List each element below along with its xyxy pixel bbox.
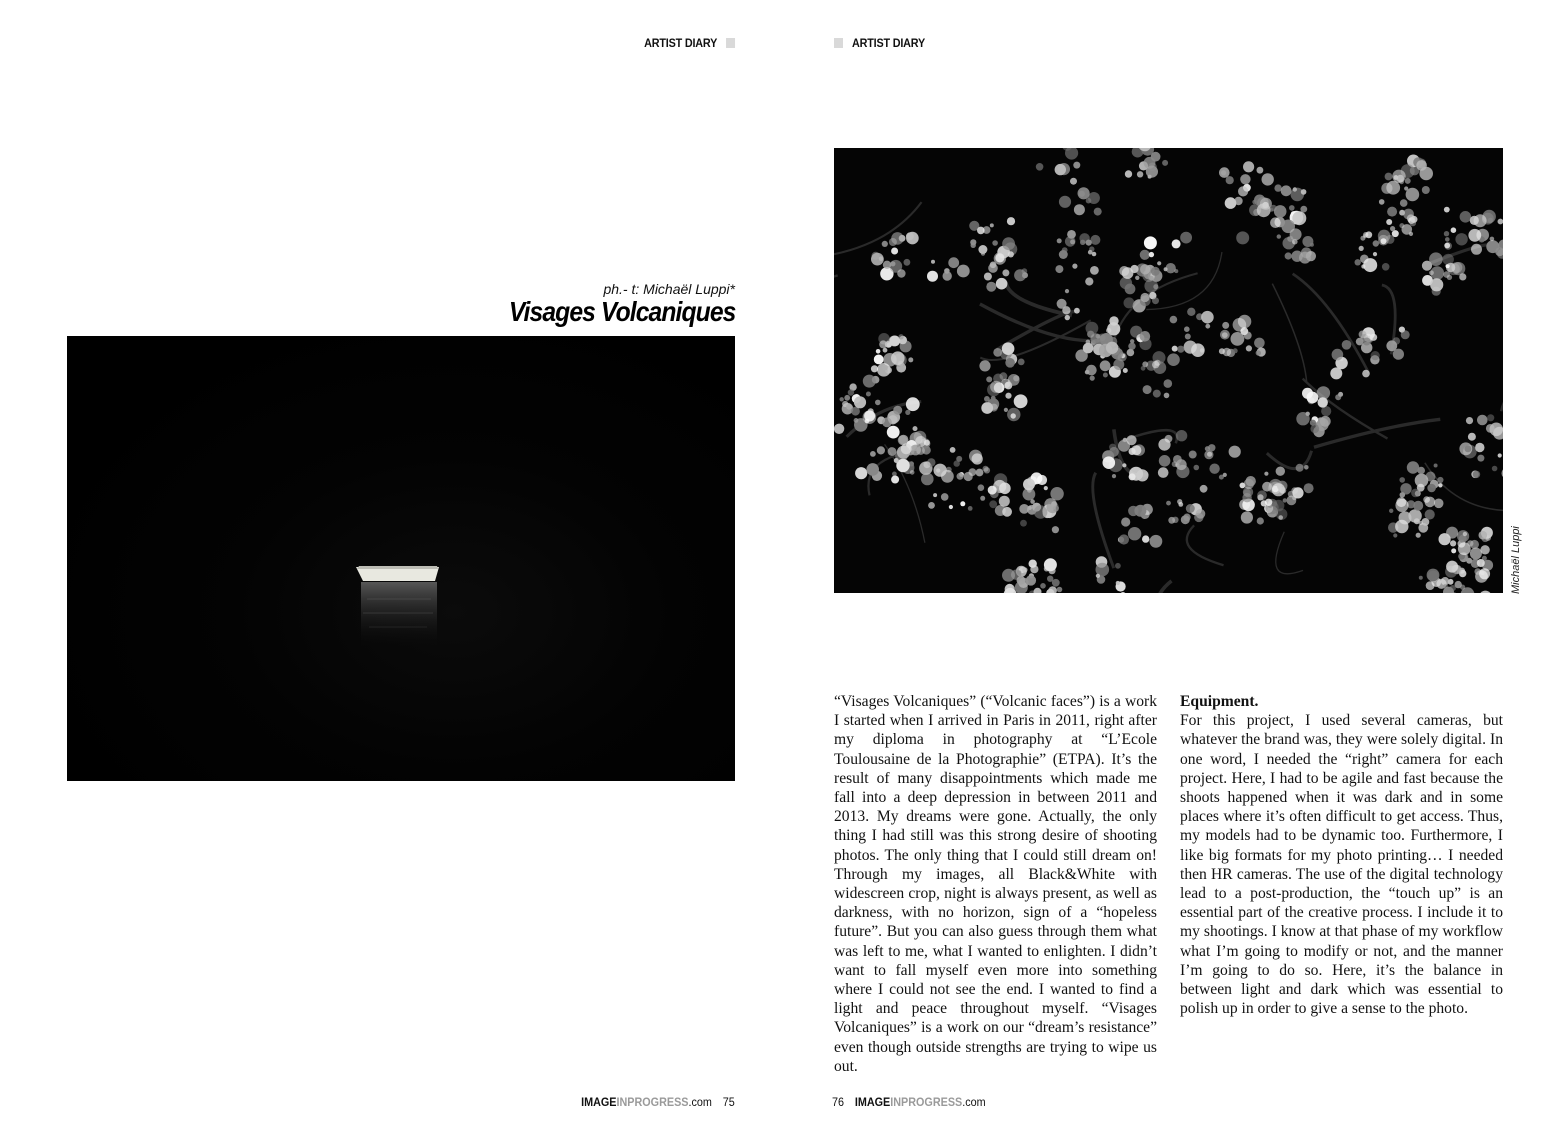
article-column-2 [1180,692,1503,1018]
article-credit: ph.- t: Michaël Luppi* [603,281,735,297]
boat-image [67,336,735,781]
equipment-text: For this project, I used several cameras, but whatever the brand was, they were solely digital. In one word, I needed the “right” camera for each project. Here, I had to be agile and fast because the shoots happened when it was dark and in some places where it’s often difficult to get access. Thus, my models had to be dynamic too. Furthermore, I like big formats for my photo printing… I needed then HR cameras. The use of the digital technology lead to a post-production, the “touch up” is an essential part of the creative process. I include it to my shootings. I know at that phase of my workflow what I’m going to modify or not, and the manner I’m going to do so. Here, it’s the balance in between light and dark which was essential to polish up in order to give a sense to the photo. [1180,712,1503,1018]
section-header-right [834,36,925,50]
section-header-left [644,36,735,50]
blossom-image [834,148,1503,593]
footer-left [581,1095,735,1109]
boat-photo [67,336,735,781]
site-brand-left[interactable]: IMAGEINPROGRESS.com [581,1095,713,1109]
header-square [834,38,843,48]
photo-credit-vertical: Michaël Luppi [1510,526,1522,594]
section-label: ARTIST DIARY [852,36,926,50]
site-brand-right[interactable]: IMAGEINPROGRESS.com [854,1095,986,1109]
page-number-right: 76 [832,1095,845,1109]
equipment-heading: Equipment. [1180,693,1259,710]
article-column-1: “Visages Volcaniques” (“Volcanic faces”) is a work I started when I arrived in Paris in 2011, right after my diploma in photography at “L’Ecole Toulousaine de la Photographie” (ETPA). It’s the result of many disappointments which made me fall into a deep depression in between 2011 and 2013. My dreams were gone. Actually, the only thing I had still was this strong desire of shooting photos. The only thing that I could still dream on! Through my images, all Black&White with widescreen crop, night is always present, as well as darkness, with no horizon, sign of a “hopeless future”. But you can also guess through them what was left to me, what I wanted to enlighten. I didn’t want to fall myself even more into something where I could not see the end. I wanted to find a light and peace throughout myself. “Visages Volcaniques” is a work on our “dream’s resistance” even though outside strengths are trying to wipe us out. [834,693,1157,1075]
header-square [726,38,735,48]
page-number-left: 75 [722,1095,735,1109]
article-title: Visages Volcaniques [508,296,735,327]
footer-right [832,1095,986,1109]
blossom-photo [834,148,1503,593]
section-label: ARTIST DIARY [643,36,717,50]
